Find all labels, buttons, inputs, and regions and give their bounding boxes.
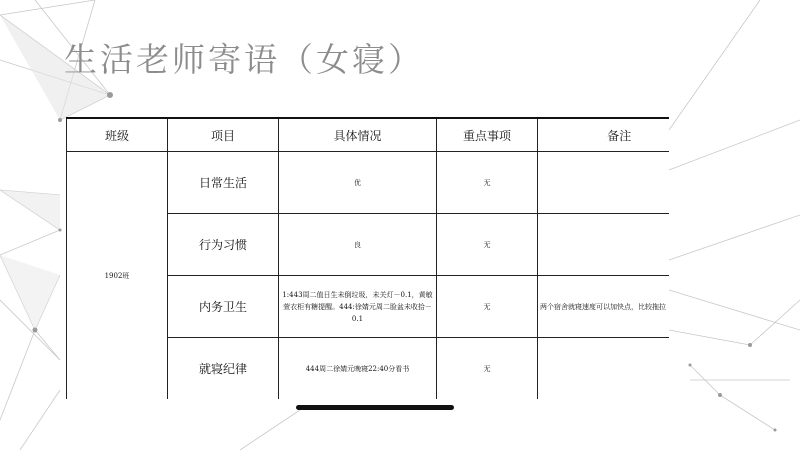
remark-cell [538,214,670,276]
detail-cell: 444周二徐婧元晚寝22:40分看书 [279,338,437,400]
table-row [67,152,670,214]
report-table [66,117,669,399]
header-class: 班级 [67,118,168,152]
header-key-points: 重点事项 [437,118,538,152]
report-table-container[interactable] [66,117,669,399]
key-point-cell: 无 [437,214,538,276]
table-header-row [67,118,670,152]
item-cell: 内务卫生 [168,276,279,338]
header-remarks: 备注 [538,118,670,152]
header-detail: 具体情况 [279,118,437,152]
detail-cell: 良 [279,214,437,276]
class-name-cell: 1902班 [67,152,168,400]
remark-cell: 两个宿舍就寝速度可以加快点，比较拖拉 [538,276,670,338]
item-cell: 行为习惯 [168,214,279,276]
detail-cell: 1:443周二值日生未倒垃圾，未关灯－0.1，黄敏萱衣柜有糖提醒。444:徐婧元周二脸盆未收拾－0.1 [279,276,437,338]
page-title: 生活老师寄语（女寝） [64,40,424,79]
remark-cell [538,338,670,400]
item-cell: 日常生活 [168,152,279,214]
item-cell: 就寝纪律 [168,338,279,400]
horizontal-scrollbar[interactable] [296,405,454,410]
key-point-cell: 无 [437,338,538,400]
detail-cell: 优 [279,152,437,214]
key-point-cell: 无 [437,152,538,214]
header-item: 项目 [168,118,279,152]
remark-cell [538,152,670,214]
key-point-cell: 无 [437,276,538,338]
